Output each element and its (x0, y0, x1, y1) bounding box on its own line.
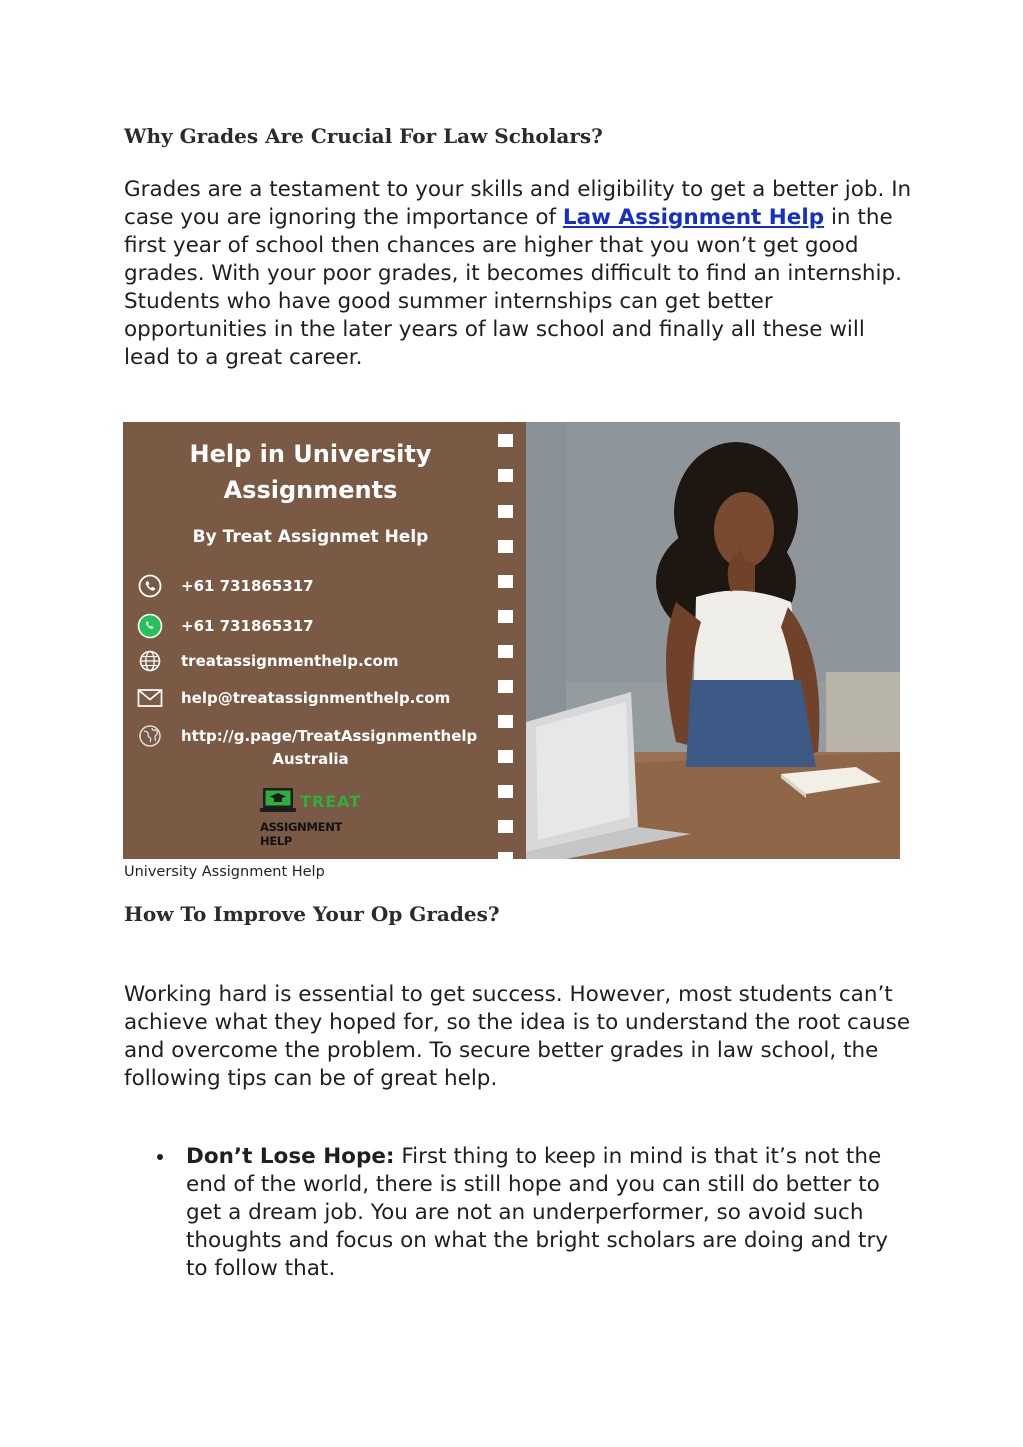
banner-contact-whatsapp (137, 611, 314, 641)
mail-icon (137, 685, 163, 711)
banner-phone-text: +61 731865317 (181, 577, 314, 595)
law-assignment-help-link[interactable]: Law Assignment Help (562, 205, 825, 230)
banner-location-text: Australia (272, 750, 349, 768)
banner-title-line2: Assignments (223, 476, 398, 504)
banner-contact-email (137, 683, 450, 713)
banner-maps-text: http://g.page/TreatAssignmenthelp (181, 727, 478, 745)
banner-whatsapp-text: +61 731865317 (181, 617, 314, 635)
tip-title: Don’t Lose Hope: (186, 1144, 395, 1169)
laptop-grad-cap-icon (260, 786, 296, 816)
student-photo (526, 422, 900, 859)
banner-website-text: treatassignmenthelp.com (181, 652, 399, 670)
bullet-point (157, 1154, 163, 1160)
paragraph-text-after-link: in the first year of school then chances are higher that you won’t get good grades. With your poor grades, it becomes difficult to find an internship. Students who have good summer internships can get better opportunities in the later years of law school and finally all these will lead to a great career. (124, 205, 902, 370)
banner-byline: By Treat Assignmet Help (192, 527, 429, 547)
paragraph-text-before-link: Grades are a testament to your skills and eligibility to get a better job. In case you are ignoring the importance of (124, 177, 912, 230)
whatsapp-icon (137, 613, 163, 639)
paragraph-working-hard: Working hard is essential to get success. However, most students can’t achieve what they hoped for, so the idea is to understand the root cause and overcome the problem. To secure better grades in law school, the following tips can be of great help. (124, 982, 911, 1091)
banner-contact-website (137, 646, 398, 676)
phone-icon (137, 573, 163, 599)
banner-title (123, 436, 498, 508)
section-heading-why-grades: Why Grades Are Crucial For Law Scholars? (124, 124, 603, 148)
banner-email-text: help@treatassignmenthelp.com (181, 689, 451, 707)
list-item (186, 1143, 906, 1283)
globe-icon (137, 648, 163, 674)
promo-banner-image (123, 422, 900, 859)
section-heading-improve-grades: How To Improve Your Op Grades? (124, 902, 500, 926)
tip-text: First thing to keep in mind is that it’s not the end of the world, there is still hope and you can still do better to get a dream job. You are not an underperformer, so avoid such thoughts and focus on what the bright scholars are doing and try to follow that. (186, 1144, 889, 1281)
paragraph-grades-testament (124, 176, 914, 372)
logo-subtitle: ASSIGNMENT HELP (260, 820, 343, 848)
banner-contact-maps (137, 721, 477, 751)
banner-info-panel (123, 422, 498, 859)
map-globe-icon (137, 723, 163, 749)
treat-assignment-help-logo (260, 786, 370, 848)
filmstrip-divider (498, 422, 526, 859)
image-caption: University Assignment Help (124, 864, 325, 880)
banner-contact-phone (137, 571, 314, 601)
logo-word: TREAT (300, 792, 362, 811)
banner-title-line1: Help in University (189, 440, 432, 468)
